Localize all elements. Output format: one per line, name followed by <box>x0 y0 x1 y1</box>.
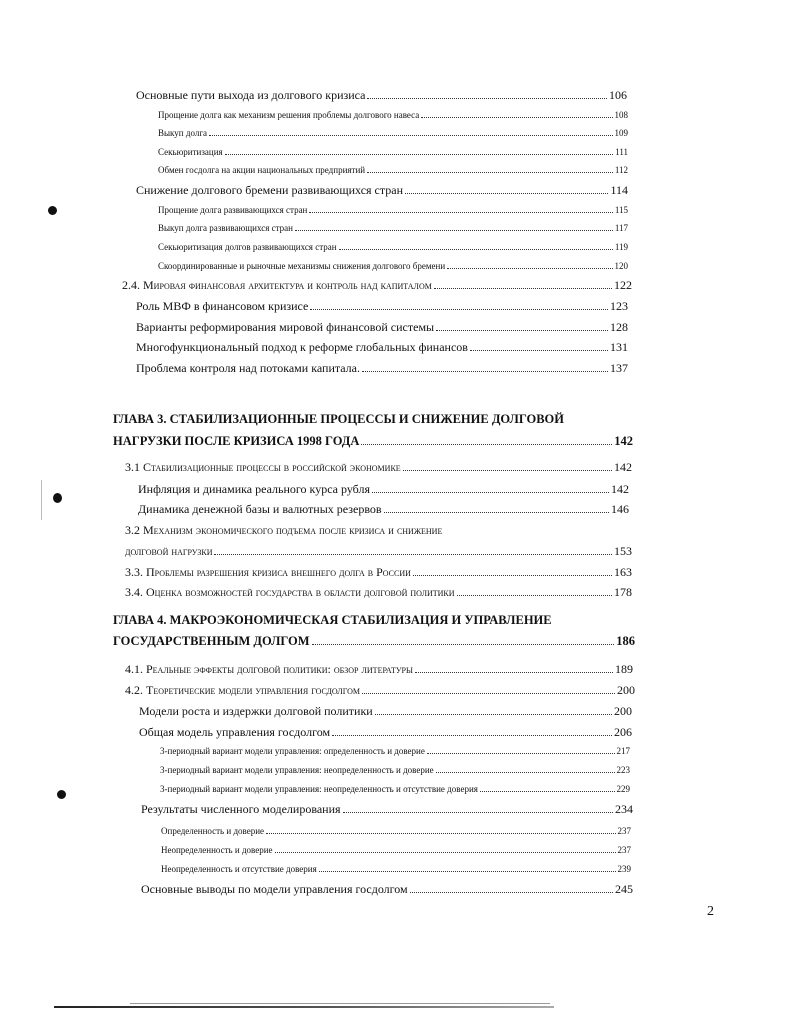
toc-entry-title: Неопределенность и отсутствие доверия <box>161 864 317 874</box>
toc-entry[interactable] <box>136 88 627 102</box>
toc-entry[interactable] <box>141 882 633 896</box>
toc-entry[interactable] <box>160 765 630 776</box>
toc-entry-title: Основные пути выхода из долгового кризиса <box>136 88 366 102</box>
dot-leader <box>339 243 613 250</box>
toc-entry-page: 245 <box>615 882 633 896</box>
toc-entry-title: 3-периодный вариант модели управления: неопределенность и доверие <box>160 765 434 775</box>
dot-leader <box>361 436 612 445</box>
chapter-heading-line: ГЛАВА 4. МАКРОЭКОНОМИЧЕСКАЯ СТАБИЛИЗАЦИЯ И УПРАВЛЕНИЕ <box>113 613 552 627</box>
toc-entry-page: 239 <box>617 864 631 874</box>
toc-entry-title: НАГРУЗКИ ПОСЛЕ КРИЗИСА 1998 ГОДА <box>113 434 360 448</box>
toc-entry-title: Основные выводы по модели управления госдолгом <box>141 882 408 896</box>
dot-leader <box>413 567 612 576</box>
toc-entry-title: 2.4. Мировая финансовая архитектура и контроль над капиталом <box>122 278 432 292</box>
toc-entry-page: 163 <box>614 565 632 579</box>
toc-entry[interactable] <box>161 864 631 875</box>
dot-leader <box>309 206 612 213</box>
toc-entry[interactable] <box>122 278 632 292</box>
toc-entry-page: 137 <box>610 361 628 375</box>
toc-entry[interactable] <box>161 845 631 856</box>
toc-entry[interactable] <box>125 565 632 579</box>
toc-entry-title: Роль МВФ в финансовом кризисе <box>136 299 309 313</box>
toc-entry[interactable] <box>158 128 628 139</box>
toc-entry-page: 106 <box>609 88 627 102</box>
toc-entry[interactable] <box>125 683 635 697</box>
toc-entry[interactable] <box>125 585 632 599</box>
dot-leader <box>312 636 615 645</box>
toc-entry-page: 128 <box>610 320 628 334</box>
toc-entry[interactable] <box>125 544 632 558</box>
toc-entry-page: 229 <box>616 784 630 794</box>
toc-entry-page: 206 <box>614 725 632 739</box>
toc-entry-page: 223 <box>616 765 630 775</box>
dot-leader <box>480 785 615 792</box>
dot-leader <box>405 185 608 194</box>
scan-speck <box>48 206 57 215</box>
toc-entry-title: Секьюритизация <box>158 147 223 157</box>
toc-entry-title: Обмен госдолга на акции национальных предприятий <box>158 165 366 175</box>
dot-leader <box>367 166 613 173</box>
toc-entry-page: 200 <box>617 683 635 697</box>
toc-entry-title: 4.1. Реальные эффекты долговой политики: обзор литературы <box>125 662 413 676</box>
toc-entry[interactable] <box>158 242 628 253</box>
toc-entry-title: Динамика денежной базы и валютных резервов <box>138 502 382 516</box>
toc-entry-page: 186 <box>616 634 635 648</box>
toc-entry-page: 120 <box>614 261 628 271</box>
toc-entry[interactable] <box>138 502 629 516</box>
toc-entry-title: ГОСУДАРСТВЕННЫМ ДОЛГОМ <box>113 634 310 648</box>
toc-entry-title: Инфляция и динамика реального курса рубля <box>138 482 370 496</box>
toc-entry[interactable] <box>139 725 632 739</box>
toc-entry[interactable] <box>160 784 630 795</box>
toc-entry[interactable] <box>161 826 631 837</box>
toc-entry[interactable] <box>160 746 630 757</box>
toc-entry-page: 153 <box>614 544 632 558</box>
toc-entry-title: 4.2. Теоретические модели управления госдолгом <box>125 683 361 697</box>
margin-scan-line <box>41 480 42 520</box>
toc-entry[interactable] <box>139 704 632 718</box>
toc-entry-page: 142 <box>614 460 632 474</box>
toc-entry-title: долговой нагрузки <box>125 544 213 558</box>
toc-entry[interactable] <box>158 147 628 158</box>
dot-leader <box>427 747 615 754</box>
scan-speck <box>57 790 66 799</box>
toc-entry-page: 114 <box>610 183 628 197</box>
dot-leader <box>275 846 616 853</box>
toc-entry-page: 217 <box>616 746 630 756</box>
toc-entry-page: 234 <box>615 802 633 816</box>
toc-entry-title: 3.2 Механизм экономического подъема после кризиса и снижение <box>125 523 443 537</box>
dot-leader <box>421 111 612 118</box>
toc-entry-page: 123 <box>610 299 628 313</box>
toc-entry-page: 142 <box>611 482 629 496</box>
scan-edge-line <box>130 1003 550 1004</box>
toc-entry[interactable] <box>136 320 628 334</box>
toc-entry-page: 237 <box>617 826 631 836</box>
toc-entry-title: Прощение долга развивающихся стран <box>158 205 308 215</box>
toc-entry-title: Выкуп долга развивающихся стран <box>158 223 293 233</box>
toc-entry-page: 108 <box>614 110 628 120</box>
scan-speck <box>53 493 62 503</box>
dot-leader <box>362 685 615 694</box>
toc-entry-title: 3-периодный вариант модели управления: неопределенность и отсутствие доверия <box>160 784 478 794</box>
toc-entry-title: Определенность и доверие <box>161 826 265 836</box>
toc-entry-page: 122 <box>614 278 632 292</box>
dot-leader <box>434 280 612 289</box>
dot-leader <box>362 363 608 372</box>
toc-entry[interactable] <box>136 361 628 375</box>
toc-entry-page: 112 <box>614 165 628 175</box>
toc-entry[interactable] <box>158 165 628 176</box>
toc-entry-page: 109 <box>614 128 628 138</box>
scan-edge-line <box>54 1006 554 1008</box>
toc-entry[interactable] <box>158 205 628 216</box>
toc-entry-page: 142 <box>614 434 633 448</box>
toc-entry-page: 131 <box>610 340 628 354</box>
toc-entry-title: Неопределенность и доверие <box>161 845 273 855</box>
toc-entry-page: 189 <box>615 662 633 676</box>
dot-leader <box>410 884 613 893</box>
toc-entry-title: Модели роста и издержки долговой политики <box>139 704 373 718</box>
section-heading-line <box>125 523 635 537</box>
dot-leader <box>375 706 612 715</box>
toc-entry[interactable] <box>138 482 629 496</box>
toc-entry-title: Снижение долгового бремени развивающихся стран <box>136 183 404 197</box>
toc-entry-page: 200 <box>614 704 632 718</box>
dot-leader <box>447 262 612 269</box>
dot-leader <box>384 504 609 513</box>
chapter-entry[interactable] <box>113 434 633 449</box>
toc-entry-page: 146 <box>611 502 629 516</box>
toc-entry[interactable] <box>136 299 628 313</box>
toc-entry-title: Результаты численного моделирования <box>141 802 341 816</box>
chapter-heading-line: ГЛАВА 3. СТАБИЛИЗАЦИОННЫЕ ПРОЦЕССЫ И СНИЖЕНИЕ ДОЛГОВОЙ <box>113 412 564 426</box>
dot-leader <box>343 804 613 813</box>
toc-entry-title: 3.3. Проблемы разрешения кризиса внешнего долга в России <box>125 565 411 579</box>
toc-entry-title: Прощение долга как механизм решения проблемы долгового навеса <box>158 110 420 120</box>
toc-entry-title: Общая модель управления госдолгом <box>139 725 331 739</box>
toc-entry-title: Многофункциональный подход к реформе глобальных финансов <box>136 340 468 354</box>
dot-leader <box>415 664 613 673</box>
toc-entry-title: Варианты реформирования мировой финансовой системы <box>136 320 435 334</box>
toc-entry-page: 119 <box>614 242 628 252</box>
dot-leader <box>295 224 613 231</box>
dot-leader <box>214 546 612 555</box>
dot-leader <box>436 766 615 773</box>
toc-entry[interactable] <box>136 183 628 197</box>
toc-entry[interactable] <box>158 110 628 121</box>
toc-entry-title: Скоординированные и рыночные механизмы снижения долгового бремени <box>158 261 446 271</box>
chapter-entry[interactable] <box>113 634 635 649</box>
toc-entry-title: Секьюритизация долгов развивающихся стран <box>158 242 337 252</box>
page-number: 2 <box>707 904 714 919</box>
toc-entry-page: 111 <box>615 147 628 157</box>
toc-entry-page: 237 <box>617 845 631 855</box>
dot-leader <box>319 865 616 872</box>
toc-entry[interactable] <box>136 340 628 354</box>
dot-leader <box>332 727 612 736</box>
toc-entry-title: Выкуп долга <box>158 128 207 138</box>
dot-leader <box>266 827 615 834</box>
dot-leader <box>209 129 613 136</box>
toc-entry-page: 178 <box>614 585 632 599</box>
dot-leader <box>403 462 612 471</box>
toc-entry-page: 117 <box>614 223 628 233</box>
dot-leader <box>457 587 612 596</box>
dot-leader <box>372 484 609 493</box>
toc-entry[interactable] <box>125 662 633 676</box>
dot-leader <box>225 148 613 155</box>
toc-entry-title: Проблема контроля над потоками капитала. <box>136 361 360 375</box>
toc-entry[interactable] <box>158 261 628 272</box>
toc-entry[interactable] <box>158 223 628 234</box>
dot-leader <box>367 90 607 99</box>
toc-entry-title: 3-периодный вариант модели управления: определенность и доверие <box>160 746 425 756</box>
dot-leader <box>470 342 608 351</box>
toc-entry-title: 3.4. Оценка возможностей государства в области долговой политики <box>125 585 455 599</box>
toc-entry[interactable] <box>141 802 633 816</box>
dot-leader <box>310 301 608 310</box>
dot-leader <box>436 322 608 331</box>
toc-entry[interactable] <box>125 460 632 474</box>
toc-entry-title: 3.1 Стабилизационные процессы в российской экономике <box>125 460 401 474</box>
toc-entry-page: 115 <box>614 205 628 215</box>
